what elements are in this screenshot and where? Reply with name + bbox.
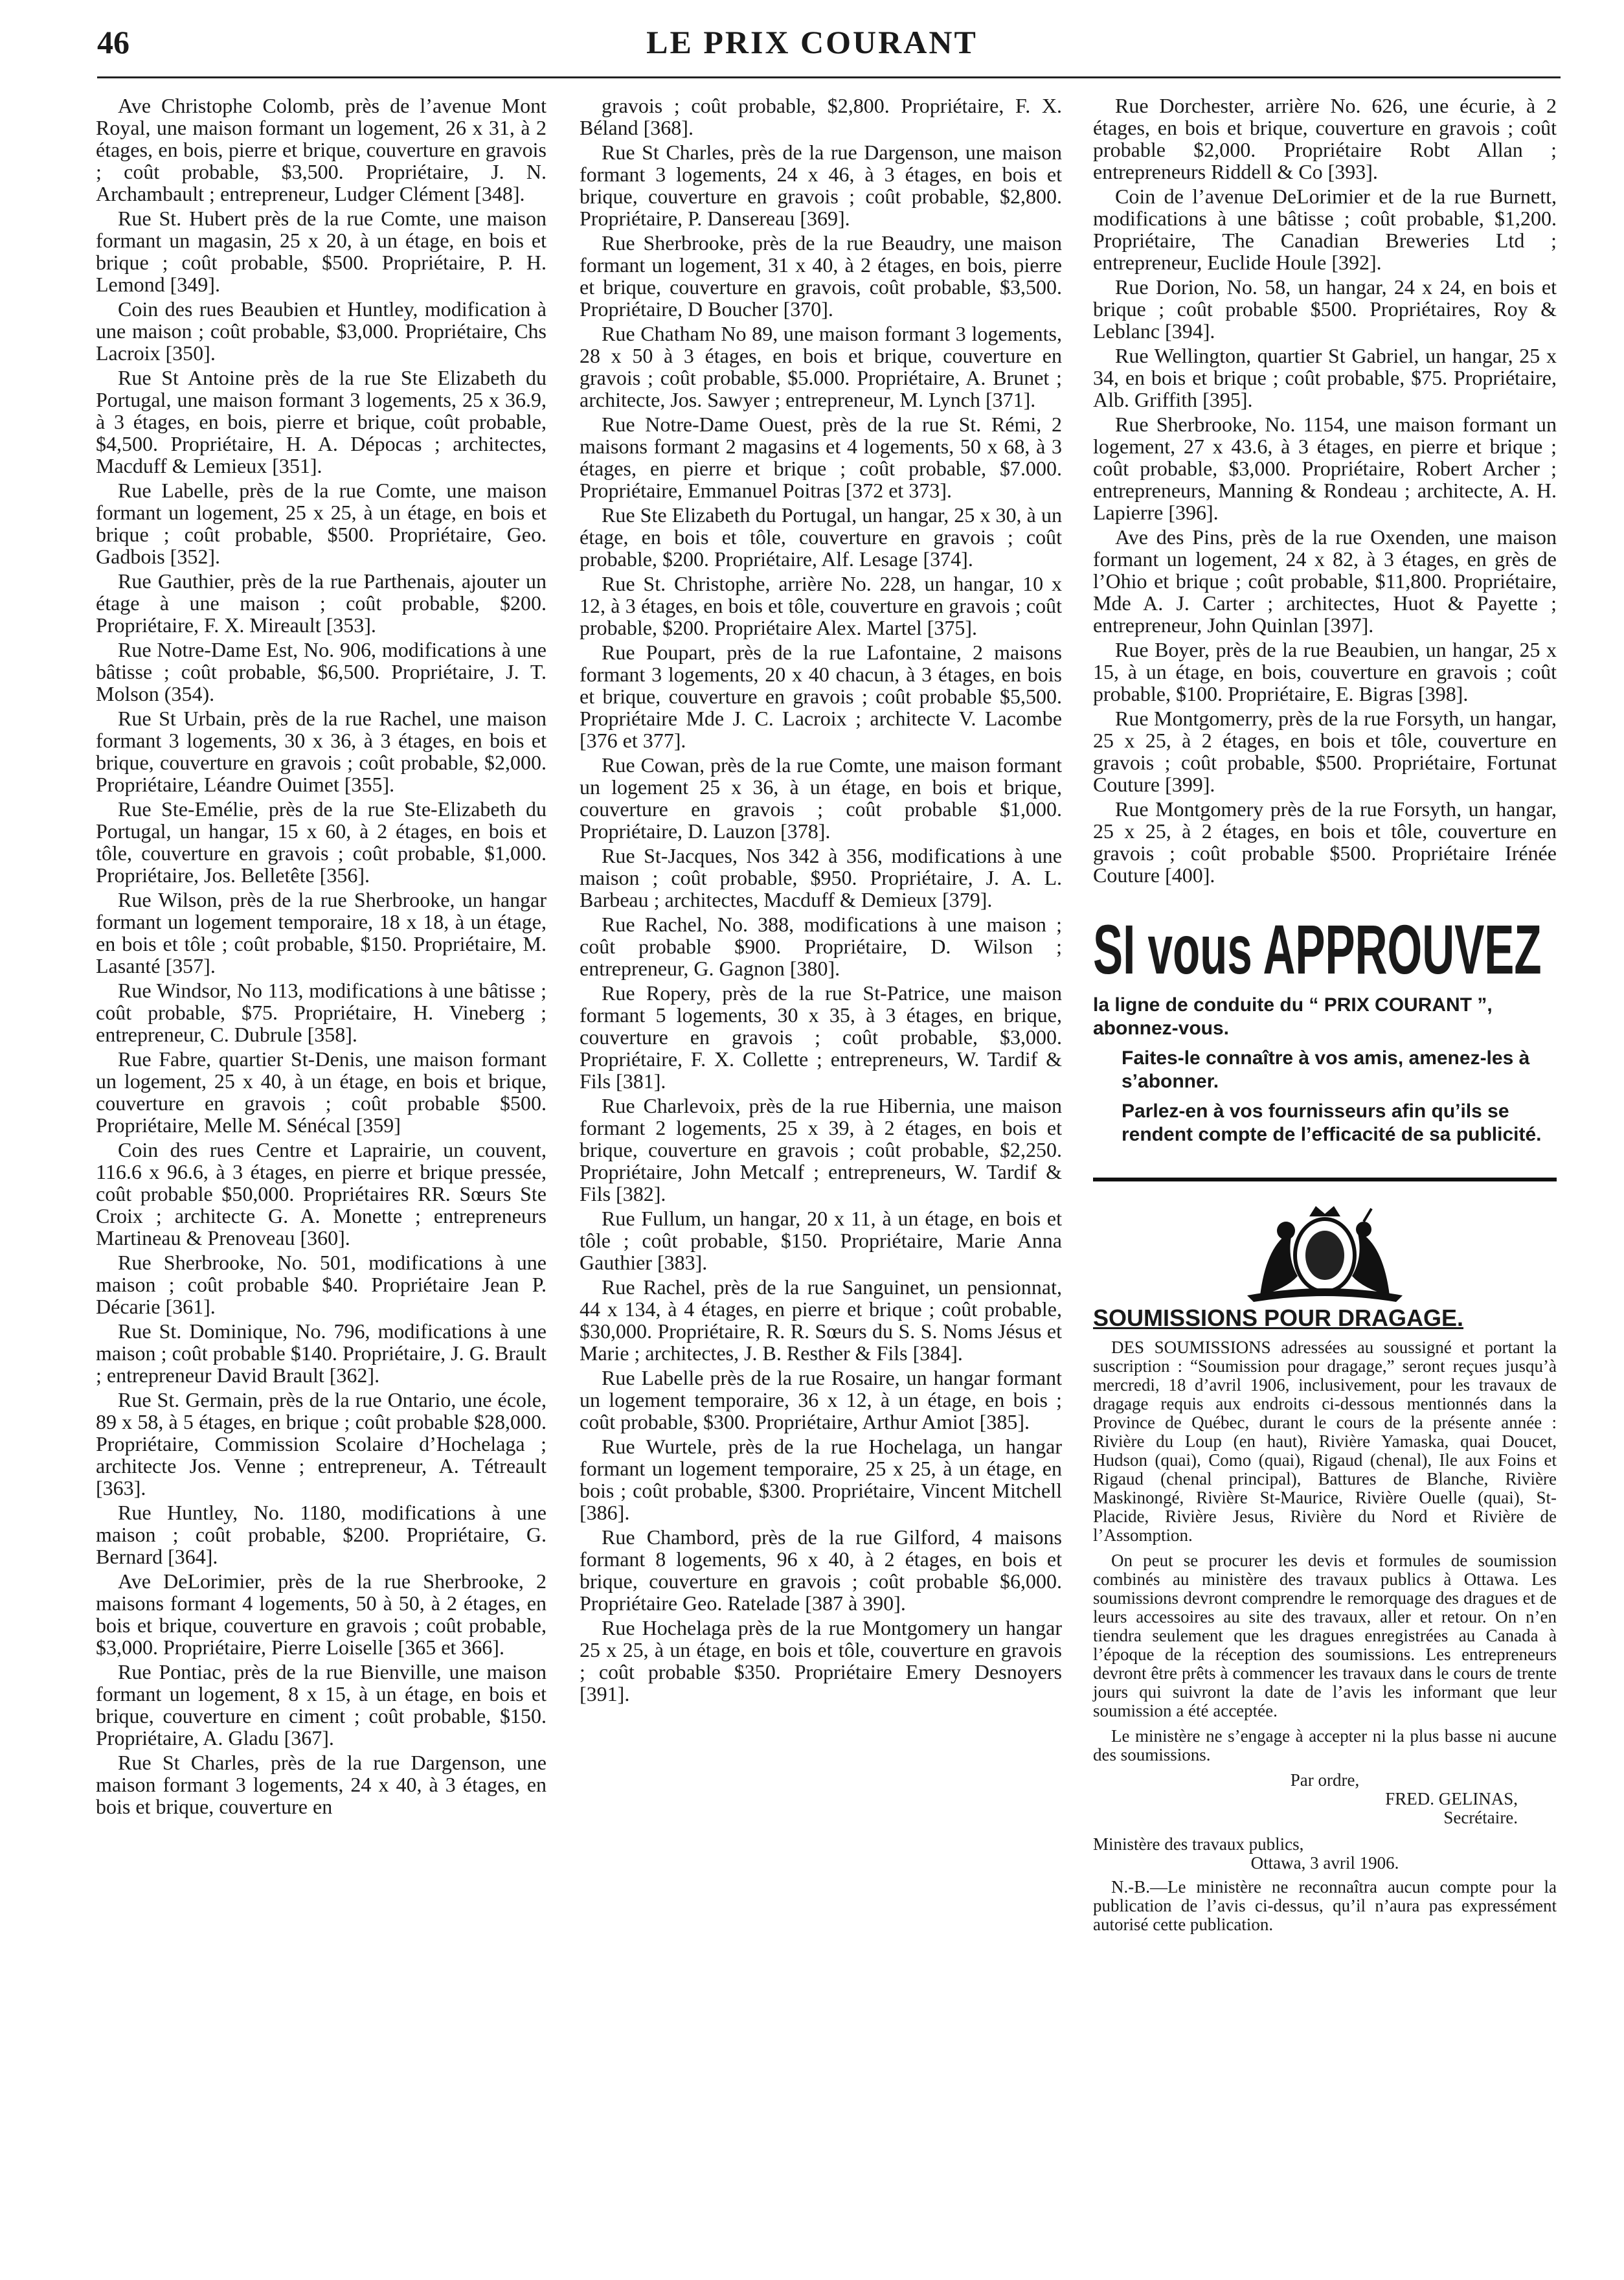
page-number: 46	[97, 24, 130, 60]
listing-entry: Rue Labelle, près de la rue Comte, une maison formant un logement, 25 x 25, à un étage, en bois et brique ; coût probable, $500. Propriétaire, Geo. Gadbois [352].	[96, 479, 547, 568]
listing-entry: Rue Rachel, près de la rue Sanguinet, un pensionnat, 44 x 134, à 4 étages, en pierre et brique ; coût probable, $30,000. Propriétaire, R. R. Sœurs du S. S. Noms Jésus et Marie ; architectes, J. B. Resther & Fils [384].	[580, 1275, 1062, 1365]
listing-entry: Rue Charlevoix, près de la rue Hibernia, une maison formant 2 logements, 25 x 39, à 2 étages, en bois et brique, couverture en gravois ; coût probable, $2,250. Propriétaire, John Metcalf ; entrepreneurs, W. Tardif & Fils [382].	[580, 1094, 1062, 1205]
listing-entry: Rue St Charles, près de la rue Dargenson, une maison formant 3 logements, 24 x 40, à 3 étages, en bois et brique, couverture en	[96, 1751, 547, 1818]
listing-entry: Rue Chambord, près de la rue Gilford, 4 maisons formant 8 logements, 96 x 40, à 2 étages, en bois et brique, couverture en gravois ; coût probable $6,000. Propriétaire Geo. Ratelade [387 à 390].	[580, 1525, 1062, 1615]
listing-entry: Rue Fullum, un hangar, 20 x 11, à un étage, en bois et tôle ; coût probable, $150. Propriétaire, Marie Anna Gauthier [383].	[580, 1207, 1062, 1274]
listing-entry: Rue St. Christophe, arrière No. 228, un hangar, 10 x 12, à 3 étages, en bois et tôle, couverture en gravois ; coût probable, $200. Propriétaire Alex. Martel [375].	[580, 572, 1062, 639]
notice-paragraph-3: Le ministère ne s’engage à accepter ni la plus basse ni aucune des soumissions.	[1093, 1726, 1557, 1764]
listing-entry: Rue Pontiac, près de la rue Bienville, une maison formant un logement, 8 x 15, à un étage, en bois et brique, couverture en ciment ; coût probable, $150. Propriétaire, A. Gladu [367].	[96, 1660, 547, 1750]
listing-entry: Coin de l’avenue DeLorimier et de la rue Burnett, modifications à une bâtisse ; coût probable, $1,200. Propriétaire, The Canadian Breweries Ltd ; entrepreneur, Euclide Houle [392].	[1093, 185, 1557, 274]
listing-entry: Rue Sherbrooke, No. 501, modifications à une maison ; coût probable $40. Propriétaire Jean P. Décarie [361].	[96, 1251, 547, 1318]
listing-entry: gravois ; coût probable, $2,800. Propriétaire, F. X. Béland [368].	[580, 94, 1062, 139]
notice-signature: FRED. GELINAS,	[1385, 1789, 1518, 1808]
listing-entry: Rue St-Jacques, Nos 342 à 356, modifications à une maison ; coût probable, $950. Propriétaire, J. A. L. Barbeau ; architectes, Macduff & Demieux [379].	[580, 844, 1062, 911]
listing-entry: Rue Rachel, No. 388, modifications à une maison ; coût probable $900. Propriétaire, D. Wilson ; entrepreneur, G. Gagnon [380].	[580, 913, 1062, 980]
listing-entry: Rue Dorchester, arrière No. 626, une écurie, à 2 étages, en bois et brique, couverture en gravois ; coût probable $2,000. Propriétaire Robt Allan ; entrepreneurs Riddell & Co [393].	[1093, 94, 1557, 183]
ad-headline: SI vous APPROUVEZ	[1093, 910, 1542, 988]
listing-entry: Rue Ste-Emélie, près de la rue Ste-Elizabeth du Portugal, un hangar, 15 x 60, à 2 étages, en bois et tôle, couverture en gravois ; coût probable, $1,000. Propriétaire, Jos. Belletête [356].	[96, 797, 547, 887]
ad-line-3: Parlez-en à vos fournisseurs afin qu’ils se rendent compte de l’efficacité de sa publicité.	[1122, 1100, 1542, 1145]
notice-ministry: Ministère des travaux publics,	[1093, 1834, 1304, 1854]
listing-entry: Rue St Charles, près de la rue Dargenson, une maison formant 3 logements, 24 x 46, à 3 étages, en bois et brique, couverture en gravois ; coût probable, $2,800. Propriétaire, P. Dansereau [369].	[580, 141, 1062, 230]
listing-entry: Rue Huntley, No. 1180, modifications à une maison ; coût probable, $200. Propriétaire, G. Bernard [364].	[96, 1501, 547, 1568]
listing-entry: Rue Wurtele, près de la rue Hochelaga, un hangar formant un logement temporaire, 25 x 25, à un étage, en bois ; coût probable, $300. Propriétaire, Vincent Mitchell [386].	[580, 1435, 1062, 1524]
listing-entry: Rue Labelle près de la rue Rosaire, un hangar formant un logement temporaire, 36 x 12, à un étage, en bois ; coût probable, $300. Propriétaire, Arthur Amiot [385].	[580, 1366, 1062, 1433]
listing-entry: Ave des Pins, près de la rue Oxenden, une maison formant un logement, 24 x 82, à 3 étages, en grès de l’Ohio et brique ; coût probable, $11,800. Propriétaire, Mde A. J. Carter ; architectes, Huot & Payette ; entrepreneur, John Quinlan [397].	[1093, 525, 1557, 637]
listing-entry: Rue Dorion, No. 58, un hangar, 24 x 24, en bois et brique ; coût probable $500. Propriétaires, Roy & Leblanc [394].	[1093, 275, 1557, 343]
ad-line-2: Faites-le connaître à vos amis, amenez-les à s’abonner.	[1122, 1047, 1530, 1092]
listing-entry: Coin des rues Beaubien et Huntley, modification à une maison ; coût probable, $3,000. Propriétaire, Chs Lacroix [350].	[96, 297, 547, 365]
section-divider	[1093, 1178, 1557, 1181]
notice-paragraph-1: DES SOUMISSIONS adressées au soussigné et portant la suscription : “Soumission pour dragage,” seront reçues jusqu’à mercredi, 18 d’avril 1906, inclusivement, pour les travaux de dragage requis aux endroits ci-dessous mentionnés dans la Province de Québec, durant le cours de la présente année : Rivière du Loup (en haut), Rivière Yamaska, quai Doucet, Hudson (quai), Como (quai), Rigaud (chenal), Ile aux Foins et Rigaud (chenal principal), Battures de Blanche, Rivière Maskinongé, Rivière St-Maurice, Rivière Ouelle (quai), St-Placide, Rivière Jesus, Rivière du Nord et Rivière de l’Assomption.	[1093, 1338, 1557, 1545]
listing-entry: Rue Poupart, près de la rue Lafontaine, 2 maisons formant 3 logements, 20 x 40 chacun, à 3 étages, en bois et brique, couverture en gravois ; coût probable $5,500. Propriétaire Mde J. C. Lacroix ; architecte V. Lacombe [376 et 377].	[580, 641, 1062, 752]
listing-entry: Rue Montgomerry, près de la rue Forsyth, un hangar, 25 x 25, à 2 étages, en bois et tôle, couverture en gravois ; coût probable, $500. Propriétaire, Fortunat Couture [399].	[1093, 707, 1557, 796]
listing-entry: Rue St. Germain, près de la rue Ontario, une école, 89 x 58, à 5 étages, en brique ; coût probable $28,000. Propriétaire, Commission Scolaire d’Hochelaga ; architecte Jos. Venne ; entrepreneur, A. Tétreault [363].	[96, 1388, 547, 1499]
listing-entry: Rue Wilson, près de la rue Sherbrooke, un hangar formant un logement temporaire, 18 x 18, à un étage, en bois et tôle ; coût probable, $150. Propriétaire, M. Lasanté [357].	[96, 888, 547, 977]
listing-entry: Rue Montgomery près de la rue Forsyth, un hangar, 25 x 25, à 2 étages, en bois et tôle, couverture en gravois ; coût probable $500. Propriétaire Irénée Couture [400].	[1093, 797, 1557, 887]
listing-entry: Rue Chatham No 89, une maison formant 3 logements, 28 x 50 à 3 étages, en bois et brique, couverture en gravois ; coût probable, $5.000. Propriétaire, A. Brunet ; architecte, Jos. Sawyer ; entrepreneur, M. Lynch [371].	[580, 322, 1062, 411]
listing-entry: Rue Cowan, près de la rue Comte, une maison formant un logement 25 x 36, à un étage, en bois et brique, couverture en gravois ; coût probable $1,000. Propriétaire, D. Lauzon [378].	[580, 753, 1062, 843]
notice-signature-title: Secrétaire.	[1443, 1808, 1518, 1827]
listing-entry: Rue Ste Elizabeth du Portugal, un hangar, 25 x 30, à un étage, en bois et tôle, couverture en gravois ; coût probable, $200. Propriétaire, Alf. Lesage [374].	[580, 503, 1062, 571]
listing-entry: Rue Windsor, No 113, modifications à une bâtisse ; coût probable, $75. Propriétaire, H. Vineberg ; entrepreneur, C. Dubrule [358].	[96, 979, 547, 1046]
listing-entry: Rue Notre-Dame Est, No. 906, modifications à une bâtisse ; coût probable, $6,500. Propriétaire, J. T. Molson (354).	[96, 638, 547, 705]
header-rule	[97, 76, 1561, 78]
listing-entry: Rue St. Dominique, No. 796, modifications à une maison ; coût probable $140. Propriétaire, J. G. Brault ; entrepreneur David Brault [362].	[96, 1319, 547, 1387]
listing-entry: Coin des rues Centre et Laprairie, un couvent, 116.6 x 96.6, à 3 étages, en pierre et brique pressée, coût probable $50,000. Propriétaires RR. Sœurs Ste Croix ; architecte G. A. Monette ; entrepreneurs Martineau & Prenoveau [360].	[96, 1138, 547, 1249]
notice-place-date: Ottawa, 3 avril 1906.	[1250, 1853, 1399, 1873]
listing-entry: Rue Fabre, quartier St-Denis, une maison formant un logement, 25 x 40, à un étage, en bois et brique, couverture en gravois ; coût probable $500. Propriétaire, Melle M. Sénécal [359]	[96, 1047, 547, 1137]
listing-entry: Rue St. Hubert près de la rue Comte, une maison formant un magasin, 25 x 20, à un étage, en bois et brique ; coût probable, $500. Propriétaire, P. H. Lemond [349].	[96, 207, 547, 296]
dredging-notice	[1093, 1338, 1557, 1934]
ad-line-1: la ligne de conduite du “ PRIX COURANT ”, abonnez-vous.	[1093, 994, 1493, 1039]
notice-nb: N.-B.—Le ministère ne reconnaîtra aucun compte pour la publication de l’avis ci-dessus, qu’il n’aura pas expressément autorisé cette publication.	[1093, 1877, 1557, 1934]
page-title: LE PRIX COURANT	[646, 24, 978, 60]
listing-entry: Rue Gauthier, près de la rue Parthenais, ajouter un étage à une maison ; coût probable, $200. Propriétaire, F. X. Mireault [353].	[96, 569, 547, 637]
listing-entry: Ave Christophe Colomb, près de l’avenue Mont Royal, une maison formant un logement, 26 x 31, à 2 étages, en bois, pierre et brique, couverture en gravois ; coût probable, $3,500. Propriétaire, J. N. Archambault ; entrepreneur, Ludger Clément [348].	[96, 94, 547, 205]
column-3	[1093, 95, 1557, 1941]
listing-entry: Rue Boyer, près de la rue Beaubien, un hangar, 25 x 15, à un étage, en bois, couverture en gravois ; coût probable, $100. Propriétaire, E. Bigras [398].	[1093, 638, 1557, 705]
column-2	[580, 95, 1062, 1707]
listing-entry: Rue Sherbrooke, No. 1154, une maison formant un logement, 27 x 43.6, à 3 étages, en pierre et brique ; coût probable, $3,000. Propriétaire, Robert Archer ; entrepreneurs, Manning & Rondeau ; architecte, A. H. Lapierre [396].	[1093, 413, 1557, 524]
notice-paragraph-2: On peut se procurer les devis et formules de soumission combinés au ministère des travaux publics à Ottawa. Les soumissions devront comprendre le remorquage des dragues et de leurs accessoires au site des travaux, aller et retour. On n’en tiendra seulement que les dragues enregistrées au Canada à l’époque de la réception des soumissions. Les entrepreneurs devront être prêts à commencer les travaux dans le cours de trente jours qui suivront la date de l’avis les informant que leur soumission a été acceptée.	[1093, 1551, 1557, 1720]
column-3-entries	[1093, 95, 1557, 886]
notice-title: SOUMISSIONS POUR DRAGAGE.	[1093, 1305, 1464, 1331]
royal-coat-of-arms-icon	[1093, 1205, 1557, 1302]
listing-entry: Ave DeLorimier, près de la rue Sherbrooke, 2 maisons formant 4 logements, 50 à 50, à 2 étages, en bois et brique, couverture en gravois ; coût probable, $3,000. Propriétaire, Pierre Loiselle [365 et 366].	[96, 1569, 547, 1659]
listing-entry: Rue Notre-Dame Ouest, près de la rue St. Rémi, 2 maisons formant 2 magasins et 4 logements, 50 x 68, à 3 étages, en pierre et brique ; coût probable, $7.000. Propriétaire, Emmanuel Poitras [372 et 373].	[580, 413, 1062, 502]
subscription-ad	[1093, 912, 1557, 1146]
listing-entry: Rue Hochelaga près de la rue Montgomery un hangar 25 x 25, à un étage, en bois et tôle, couverture en gravois ; coût probable $350. Propriétaire Emery Desnoyers [391].	[580, 1616, 1062, 1705]
listing-entry: Rue Wellington, quartier St Gabriel, un hangar, 25 x 34, en bois et brique ; coût probable, $75. Propriétaire, Alb. Griffith [395].	[1093, 344, 1557, 411]
listing-entry: Rue Ropery, près de la rue St-Patrice, une maison formant 5 logements, 30 x 35, à 3 étages, en brique, couverture en gravois ; coût probable, $3,000. Propriétaire, F. X. Collette ; entrepreneurs, W. Tardif & Fils [381].	[580, 981, 1062, 1093]
listing-entry: Rue St Antoine près de la rue Ste Elizabeth du Portugal, une maison formant 3 logements, 25 x 36.9, à 3 étages, en bois, pierre et brique, coût probable, $4,500. Propriétaire, H. A. Dépocas ; architectes, Macduff & Lemieux [351].	[96, 366, 547, 477]
notice-order: Par ordre,	[1290, 1770, 1360, 1790]
listing-entry: Rue St Urbain, près de la rue Rachel, une maison formant 3 logements, 30 x 36, à 3 étages, en bois et brique, couverture en gravois ; coût probable, $2,000. Propriétaire, Léandre Ouimet [355].	[96, 707, 547, 796]
column-1	[96, 95, 547, 1820]
listing-entry: Rue Sherbrooke, près de la rue Beaudry, une maison formant un logement, 31 x 40, à 2 étages, en bois, pierre et brique, couverture en gravois, coût probable, $3,500. Propriétaire, D Boucher [370].	[580, 231, 1062, 321]
